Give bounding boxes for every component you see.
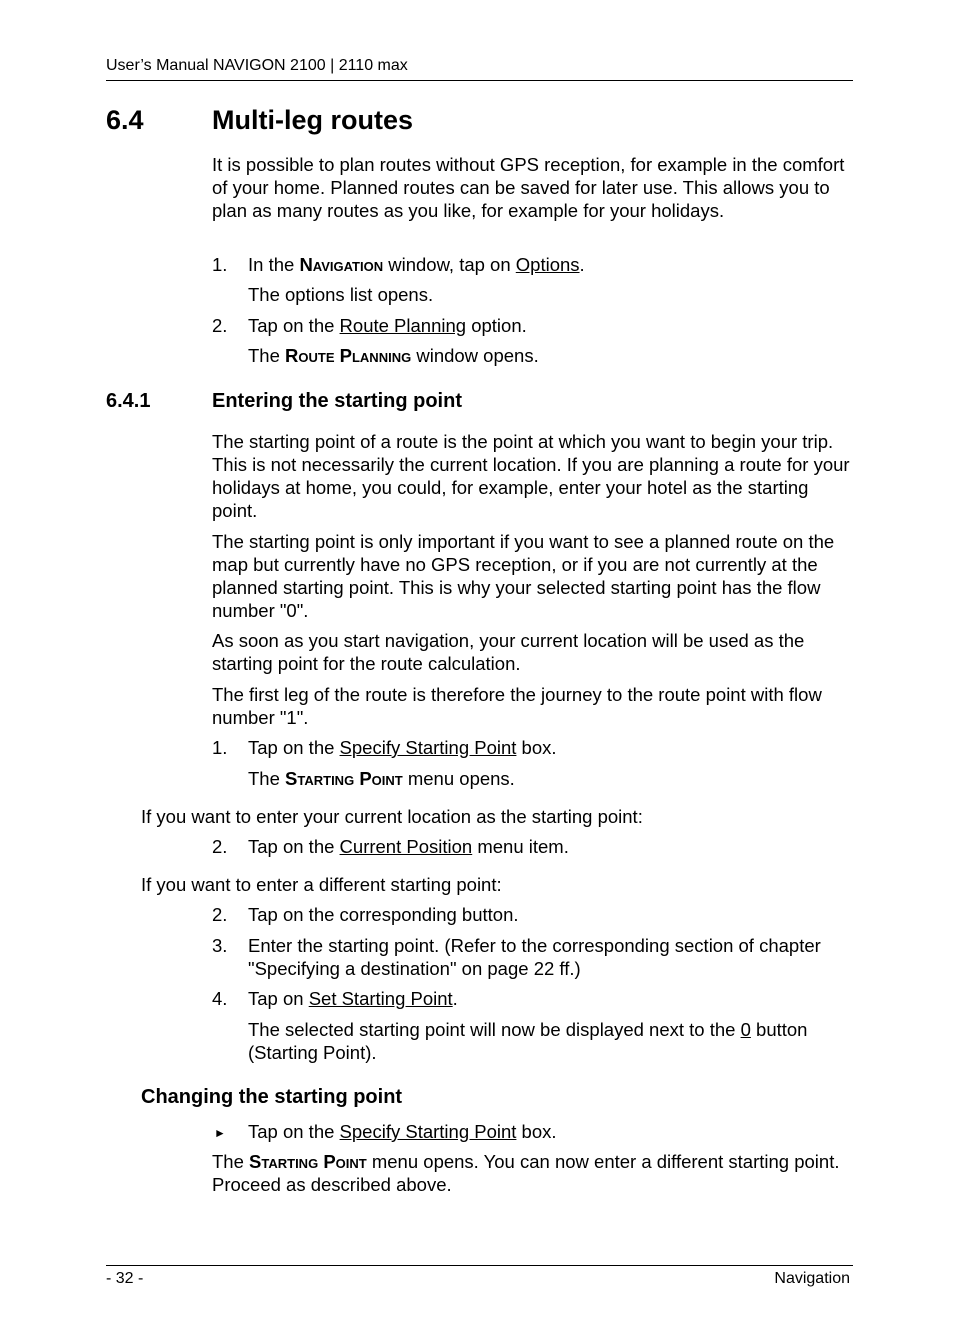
step-number: 2.: [212, 315, 228, 336]
options-link: Options: [515, 254, 580, 275]
step-number: 3.: [212, 935, 228, 956]
step-result: The Starting Point menu opens.: [248, 768, 515, 789]
set-starting-point-link: Set Starting Point: [308, 988, 453, 1009]
paragraph: As soon as you start navigation, your current location will be used as the starting point for the route calculation.: [212, 630, 805, 674]
case-current-location: If you want to enter your current location as the starting point:: [141, 806, 643, 827]
step-number: 1.: [212, 254, 228, 275]
subsection-title: Entering the starting point: [212, 390, 462, 412]
step-text: Tap on the Current Position menu item.: [248, 836, 569, 857]
paragraph: The starting point is only important if you want to see a planned route on the map but currently have no GPS reception, or if you are not currently at the planned starting point. This is why your selected starting point has the flow number "0".: [212, 531, 835, 621]
specify-starting-point-link: Specify Starting Point: [339, 1121, 517, 1142]
header-rule: [106, 80, 853, 81]
route-planning-link: Route Planning: [339, 315, 467, 336]
step-text: Tap on the Specify Starting Point box.: [248, 737, 557, 758]
section-title: Multi-leg routes: [212, 105, 413, 135]
case-different-point: If you want to enter a different starting point:: [141, 874, 502, 895]
step-text: Tap on Set Starting Point.: [248, 988, 458, 1009]
window-name: Navigation: [299, 254, 384, 275]
page-number: - 32 -: [106, 1270, 144, 1287]
step-text: In the Navigation window, tap on Options.: [248, 254, 585, 275]
subsection-number: 6.4.1: [106, 390, 151, 412]
step-number: 1.: [212, 737, 228, 758]
step-number: 4.: [212, 988, 228, 1009]
step-result: The options list opens.: [248, 284, 434, 305]
step-text: Tap on the Route Planning option.: [248, 315, 527, 336]
footer-rule: [106, 1265, 853, 1266]
step-number: 2.: [212, 904, 228, 925]
window-name: Starting Point: [249, 1151, 367, 1172]
changing-result: The Starting Point menu opens. You can now enter a different starting point. Proceed as described above.: [212, 1151, 840, 1195]
step-text: Enter the starting point. (Refer to the corresponding section of chapter "Specifying a destination" on page 22 ff.): [248, 935, 821, 979]
current-position-link: Current Position: [339, 836, 473, 857]
step-number: 2.: [212, 836, 228, 857]
running-header: User’s Manual NAVIGON 2100 | 2110 max: [106, 57, 408, 74]
step-result: The selected starting point will now be displayed next to the 0 button (Starting Point).: [248, 1019, 808, 1063]
specify-starting-point-link: Specify Starting Point: [339, 737, 517, 758]
triangle-right-icon: ►: [214, 1126, 226, 1140]
chapter-name: Navigation: [774, 1270, 850, 1287]
paragraph: The starting point of a route is the point at which you want to begin your trip. This is not necessarily the current location. If you are planning a route for your holidays at home, you could, for example, enter your hotel as the starting point.: [212, 431, 850, 521]
step-text: Tap on the corresponding button.: [248, 904, 519, 925]
section-number: 6.4: [106, 105, 144, 135]
paragraph: The first leg of the route is therefore the journey to the route point with flow number "1".: [212, 684, 822, 728]
window-name: Route Planning: [285, 345, 412, 366]
section-intro: It is possible to plan routes without GPS reception, for example in the comfort of your home. Planned routes can be saved for later use. This allows you to plan as many routes as you like, for example for your holidays.: [212, 154, 845, 221]
bullet-text: Tap on the Specify Starting Point box.: [248, 1121, 557, 1142]
changing-heading: Changing the starting point: [141, 1086, 403, 1108]
zero-button-link: 0: [740, 1019, 751, 1040]
step-result: The Route Planning window opens.: [248, 345, 539, 366]
window-name: Starting Point: [285, 768, 403, 789]
